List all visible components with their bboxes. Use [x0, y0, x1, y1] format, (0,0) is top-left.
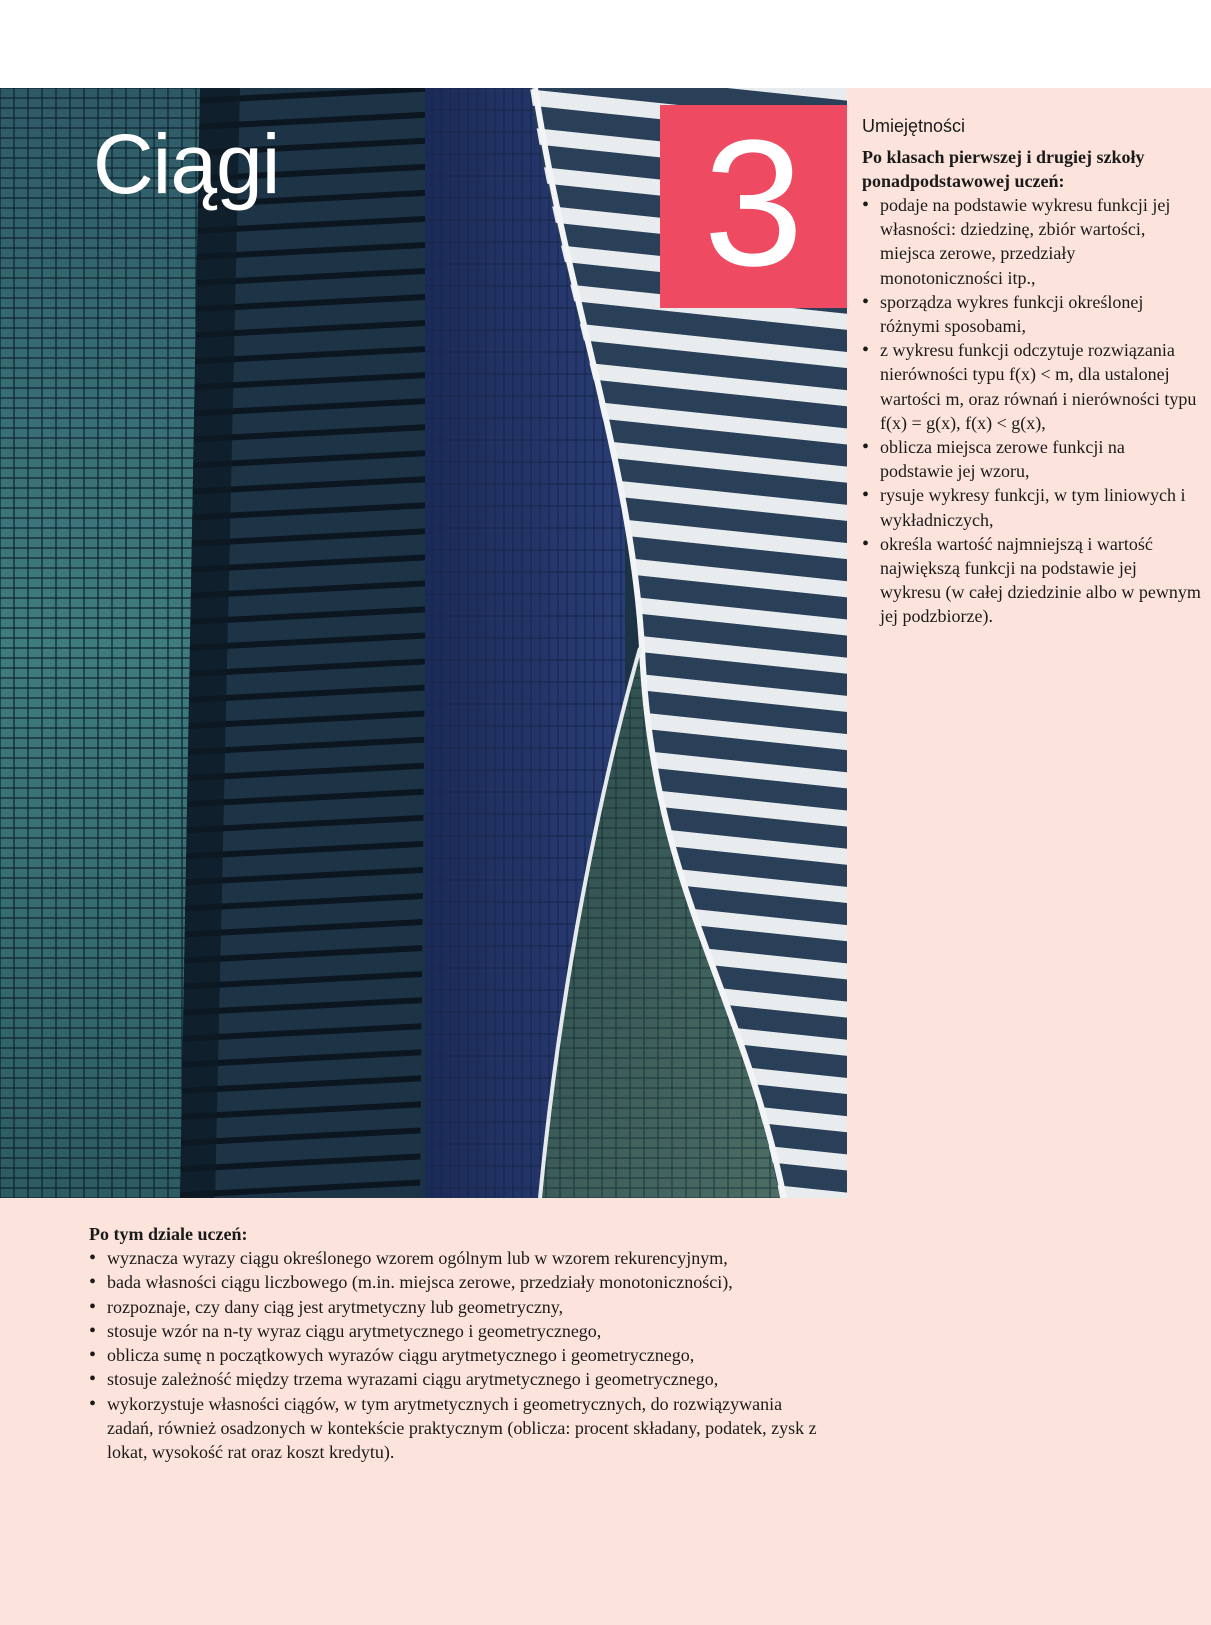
outcomes-section — [89, 1222, 829, 1465]
chapter-title: Ciągi — [93, 117, 280, 211]
list-item: • z wykresu funkcji odczytuje rozwiązania nierówności typu f(x) < m, dla ustalonej wartości m, oraz równań i nierówności typu f(x) = g(x), f(x) < g(x), — [862, 338, 1202, 435]
list-item: • podaje na podstawie wykresu funkcji jej własności: dziedzinę, zbiór wartości, miejsca zerowe, przedziały monotoniczności itp., — [862, 193, 1202, 290]
list-item: • oblicza sumę n początkowych wyrazów ciągu arytmetycznego i geometrycznego, — [89, 1343, 829, 1367]
list-item: • rozpoznaje, czy dany ciąg jest arytmetyczny lub geometryczny, — [89, 1295, 829, 1319]
list-item: • oblicza miejsca zerowe funkcji na podstawie jej wzoru, — [862, 435, 1202, 483]
skills-list — [862, 193, 1202, 629]
outcomes-intro: Po tym dziale uczeń: — [89, 1224, 248, 1244]
list-item: • sporządza wykres funkcji określonej różnymi sposobami, — [862, 290, 1202, 338]
skills-column — [862, 116, 1202, 629]
outcomes-list — [89, 1246, 829, 1465]
list-item: • określa wartość najmniejszą i wartość największą funkcji na podstawie jej wykresu (w całej dziedzinie albo w pewnym jej podzbiorze). — [862, 532, 1202, 629]
list-item: • stosuje zależność między trzema wyrazami ciągu arytmetycznego i geometrycznego, — [89, 1367, 829, 1391]
chapter-number-box — [660, 102, 847, 308]
list-item: • wykorzystuje własności ciągów, w tym arytmetycznych i geometrycznych, do rozwiązywania zadań, również osadzonych w kontekście praktycznym (oblicza: procent składany, podatek, zysk z lokat, wysokość rat oraz koszt kredytu). — [89, 1392, 829, 1465]
list-item: • stosuje wzór na n-ty wyraz ciągu arytmetycznego i geometrycznego, — [89, 1319, 829, 1343]
list-item: • bada własności ciągu liczbowego (m.in. miejsca zerowe, przedziały monotoniczności), — [89, 1270, 829, 1294]
skills-heading: Umiejętności — [862, 116, 966, 136]
skills-intro: Po klasach pierwszej i drugiej szkoły ponadpodstawowej uczeń: — [862, 147, 1145, 191]
list-item: • rysuje wykresy funkcji, w tym liniowych i wykładniczych, — [862, 483, 1202, 531]
chapter-number: 3 — [703, 102, 804, 304]
list-item: • wyznacza wyrazy ciągu określonego wzorem ogólnym lub w wzorem rekurencyjnym, — [89, 1246, 829, 1270]
